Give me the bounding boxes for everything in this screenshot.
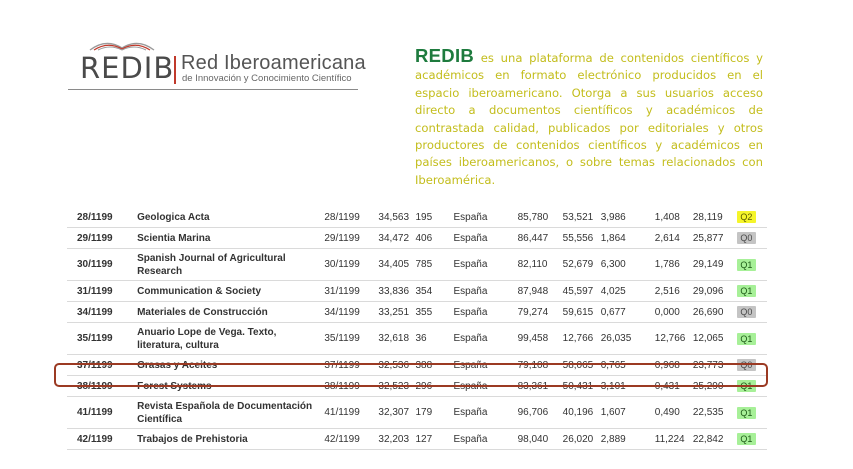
rank-cell: 41/1199 bbox=[77, 407, 113, 418]
rank-secondary-cell: 28/1199 bbox=[324, 211, 360, 223]
score-cell: 32,618 bbox=[378, 333, 410, 344]
table-row bbox=[67, 302, 767, 323]
logo-divider bbox=[174, 56, 176, 84]
books-icon bbox=[88, 36, 158, 52]
metric-c-cell: 0,765 bbox=[600, 359, 626, 371]
metric-c-cell: 6,300 bbox=[600, 259, 626, 270]
rank-secondary-cell: 35/1199 bbox=[324, 333, 360, 344]
quartile-badge: Q1 bbox=[737, 407, 756, 419]
table-row bbox=[67, 376, 767, 397]
table-row bbox=[67, 355, 767, 376]
rank-secondary-cell: 29/1199 bbox=[324, 232, 360, 244]
metric-a-cell: 85,780 bbox=[517, 211, 549, 223]
table-row bbox=[67, 397, 767, 429]
quartile-cell bbox=[737, 249, 767, 281]
rank-cell: 29/1199 bbox=[77, 232, 113, 244]
quartile-cell bbox=[737, 207, 767, 228]
score-cell: 32,307 bbox=[378, 407, 410, 418]
metric-e-cell: 23,773 bbox=[692, 359, 724, 371]
count-cell: 296 bbox=[415, 380, 433, 392]
quartile-badge: Q0 bbox=[737, 306, 756, 318]
metric-d-cell: 0,000 bbox=[654, 306, 680, 318]
count-cell: 127 bbox=[415, 433, 433, 445]
rank-cell: 35/1199 bbox=[77, 333, 113, 344]
metric-b-cell: 26,020 bbox=[562, 433, 594, 445]
table-row bbox=[67, 281, 767, 302]
metric-b-cell: 50,431 bbox=[562, 380, 594, 392]
score-cell: 32,523 bbox=[378, 380, 410, 392]
quartile-cell bbox=[737, 376, 767, 397]
metric-c-cell: 26,035 bbox=[600, 333, 632, 344]
journal-title-cell: Spanish Journal of Agricultural Research bbox=[137, 252, 286, 277]
journal-title-cell: Geologica Acta bbox=[137, 211, 210, 223]
country-cell: España bbox=[453, 380, 488, 392]
country-cell: España bbox=[453, 359, 488, 371]
count-cell: 785 bbox=[415, 259, 433, 270]
quartile-cell bbox=[737, 355, 767, 376]
journal-title-cell: Grasas y Aceites bbox=[137, 359, 218, 371]
score-cell: 34,472 bbox=[378, 232, 410, 244]
logo-subtitle: de Innovación y Conocimiento Científico bbox=[182, 73, 352, 84]
metric-e-cell: 22,842 bbox=[692, 433, 724, 445]
quartile-cell bbox=[737, 281, 767, 302]
quartile-badge: Q1 bbox=[737, 259, 756, 271]
metric-d-cell: 0,490 bbox=[654, 407, 680, 418]
quartile-cell bbox=[737, 228, 767, 249]
quartile-badge: Q0 bbox=[737, 232, 756, 244]
country-cell: España bbox=[453, 211, 488, 223]
metric-b-cell: 58,065 bbox=[562, 359, 594, 371]
table-row bbox=[67, 249, 767, 281]
quartile-cell bbox=[737, 397, 767, 429]
score-cell: 34,405 bbox=[378, 259, 410, 270]
count-cell: 179 bbox=[415, 407, 433, 418]
country-cell: España bbox=[453, 407, 488, 418]
rank-cell: 37/1199 bbox=[77, 359, 113, 371]
metric-c-cell: 4,025 bbox=[600, 285, 626, 297]
table-row bbox=[67, 207, 767, 228]
rank-secondary-cell: 34/1199 bbox=[324, 306, 360, 318]
metric-c-cell: 3,986 bbox=[600, 211, 626, 223]
rank-cell: 34/1199 bbox=[77, 306, 113, 318]
journal-title-cell: Revista Española de Documentación Científica bbox=[137, 400, 313, 425]
logo-name: Red Iberoamericana bbox=[181, 52, 366, 74]
metric-c-cell: 3,101 bbox=[600, 380, 626, 392]
journal-title-cell: Anuario Lope de Vega. Texto, literatura, cultura bbox=[137, 326, 277, 351]
metric-a-cell: 83,361 bbox=[517, 380, 549, 392]
quartile-badge: Q1 bbox=[737, 380, 756, 392]
count-cell: 354 bbox=[415, 285, 433, 297]
metric-a-cell: 99,458 bbox=[517, 333, 549, 344]
count-cell: 36 bbox=[415, 333, 427, 344]
metric-e-cell: 22,535 bbox=[692, 407, 724, 418]
metric-c-cell: 0,677 bbox=[600, 306, 626, 318]
rank-secondary-cell: 31/1199 bbox=[324, 285, 360, 297]
redib-description bbox=[415, 47, 763, 189]
rank-secondary-cell: 42/1199 bbox=[324, 433, 360, 445]
ranking-table-panel bbox=[67, 207, 767, 445]
score-cell: 33,251 bbox=[378, 306, 410, 318]
rank-secondary-cell: 41/1199 bbox=[324, 407, 360, 418]
rank-secondary-cell: 37/1199 bbox=[324, 359, 360, 371]
rank-cell: 28/1199 bbox=[77, 211, 113, 223]
metric-b-cell: 52,679 bbox=[562, 259, 594, 270]
country-cell: España bbox=[453, 285, 488, 297]
score-cell: 32,536 bbox=[378, 359, 410, 371]
journal-title-cell: Materiales de Construcción bbox=[137, 306, 268, 318]
score-cell: 34,563 bbox=[378, 211, 410, 223]
ranking-table bbox=[67, 207, 767, 450]
quartile-cell bbox=[737, 302, 767, 323]
rank-cell: 30/1199 bbox=[77, 259, 113, 270]
quartile-badge: Q2 bbox=[737, 211, 756, 223]
count-cell: 195 bbox=[415, 211, 433, 223]
country-cell: España bbox=[453, 232, 488, 244]
metric-a-cell: 79,108 bbox=[517, 359, 549, 371]
metric-d-cell: 12,766 bbox=[654, 333, 686, 344]
journal-title-cell: Scientia Marina bbox=[137, 232, 211, 244]
metric-c-cell: 2,889 bbox=[600, 433, 626, 445]
metric-a-cell: 79,274 bbox=[517, 306, 549, 318]
table-row bbox=[67, 429, 767, 450]
rank-secondary-cell: 30/1199 bbox=[324, 259, 360, 270]
country-cell: España bbox=[453, 259, 488, 270]
metric-e-cell: 25,877 bbox=[692, 232, 724, 244]
metric-b-cell: 59,615 bbox=[562, 306, 594, 318]
metric-a-cell: 86,447 bbox=[517, 232, 549, 244]
country-cell: España bbox=[453, 333, 488, 344]
metric-a-cell: 87,948 bbox=[517, 285, 549, 297]
metric-b-cell: 12,766 bbox=[562, 333, 594, 344]
metric-a-cell: 82,110 bbox=[517, 259, 548, 270]
metric-e-cell: 28,119 bbox=[692, 211, 723, 223]
description-brand: REDIB bbox=[415, 45, 475, 66]
redib-logo bbox=[68, 36, 366, 94]
metric-c-cell: 1,607 bbox=[600, 407, 626, 418]
metric-a-cell: 96,706 bbox=[517, 407, 549, 418]
metric-b-cell: 55,556 bbox=[562, 232, 594, 244]
journal-title-cell: Communication & Society bbox=[137, 285, 261, 297]
rank-cell: 31/1199 bbox=[77, 285, 113, 297]
journal-title-cell: Forest Systems bbox=[137, 380, 212, 392]
description-text: es una plataforma de contenidos científicos y académicos en formato electrónico producidos en el espacio iberoamericano. Otorga a sus usuarios acceso directo a documentos científicos y académicos de contrastada calidad, publicados por editoriales y otros productores de contenidos científicos y académicos en países iberoamericanos, o sobre temas relacionados con Iberoamérica. bbox=[415, 51, 764, 187]
quartile-badge: Q1 bbox=[737, 285, 756, 297]
count-cell: 388 bbox=[415, 359, 433, 371]
quartile-badge: Q0 bbox=[737, 359, 756, 371]
rank-cell: 38/1199 bbox=[77, 380, 113, 392]
journal-title-cell: Trabajos de Prehistoria bbox=[137, 433, 248, 445]
metric-e-cell: 29,096 bbox=[692, 285, 724, 297]
quartile-cell bbox=[737, 429, 767, 450]
score-cell: 32,203 bbox=[378, 433, 410, 445]
score-cell: 33,836 bbox=[378, 285, 410, 297]
metric-b-cell: 40,196 bbox=[562, 407, 594, 418]
count-cell: 406 bbox=[415, 232, 433, 244]
metric-e-cell: 29,149 bbox=[692, 259, 724, 270]
metric-b-cell: 53,521 bbox=[562, 211, 594, 223]
table-row bbox=[67, 323, 767, 355]
metric-e-cell: 25,290 bbox=[692, 380, 724, 392]
metric-d-cell: 11,224 bbox=[654, 433, 685, 445]
quartile-cell bbox=[737, 323, 767, 355]
metric-e-cell: 12,065 bbox=[692, 333, 724, 344]
metric-d-cell: 1,786 bbox=[654, 259, 680, 270]
metric-d-cell: 0,968 bbox=[654, 359, 680, 371]
metric-d-cell: 1,408 bbox=[654, 211, 680, 223]
metric-d-cell: 2,614 bbox=[654, 232, 680, 244]
rank-cell: 42/1199 bbox=[77, 433, 113, 445]
rank-secondary-cell: 38/1199 bbox=[324, 380, 360, 392]
ranking-table-body bbox=[67, 207, 767, 450]
country-cell: España bbox=[453, 306, 488, 318]
metric-a-cell: 98,040 bbox=[517, 433, 549, 445]
quartile-badge: Q1 bbox=[737, 333, 756, 345]
metric-d-cell: 0,431 bbox=[654, 380, 680, 392]
metric-d-cell: 2,516 bbox=[654, 285, 680, 297]
country-cell: España bbox=[453, 433, 488, 445]
logo-underline bbox=[68, 89, 358, 90]
count-cell: 355 bbox=[415, 306, 433, 318]
quartile-badge: Q1 bbox=[737, 433, 756, 445]
metric-e-cell: 26,690 bbox=[692, 306, 724, 318]
metric-c-cell: 1,864 bbox=[600, 232, 626, 244]
table-row bbox=[67, 228, 767, 249]
metric-b-cell: 45,597 bbox=[562, 285, 594, 297]
logo-mark: REDIB bbox=[80, 51, 175, 85]
